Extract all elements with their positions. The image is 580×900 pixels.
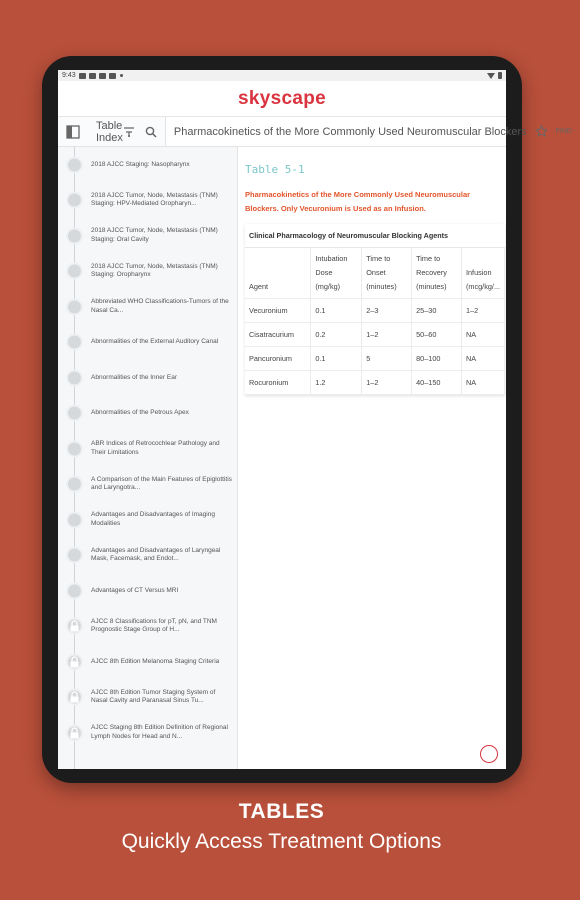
more-notifications-icon	[120, 74, 123, 77]
timeline-node-icon	[66, 227, 83, 244]
timeline-node-icon	[66, 369, 83, 386]
star-icon[interactable]	[535, 125, 548, 138]
timeline-node-icon	[66, 298, 83, 315]
index-toolbar	[58, 117, 166, 146]
timeline-node-icon	[66, 511, 83, 528]
sidebar-item-label: AJCC 8th Edition Tumor Staging System of Nasal Cavity and Paranasal Sinus Tu...	[91, 688, 216, 705]
data-table-card	[245, 224, 505, 395]
table-cell: NA	[461, 323, 504, 347]
table-cell: 5	[362, 347, 412, 371]
sidebar-item[interactable]	[58, 573, 237, 609]
sidebar-item[interactable]	[58, 680, 237, 716]
table-caption: Pharmacokinetics of the More Commonly Used Neuromuscular Blockers. Only Vecuronium is Used as an Infusion.	[245, 190, 471, 213]
sidebar-item-label: ABR Indices of Retrocochlear Pathology and Their Limitations	[91, 440, 220, 456]
lock-icon	[69, 691, 80, 704]
timeline-node-icon	[66, 582, 83, 599]
table-row	[245, 347, 505, 371]
table-row	[245, 371, 505, 395]
table-cell: Vecuronium	[245, 299, 311, 323]
data-table	[245, 248, 505, 395]
table-cell: 80–100	[412, 347, 462, 371]
table-number: Table 5-1	[245, 163, 305, 176]
notification-icon	[89, 73, 96, 79]
sidebar-item-label: 2018 AJCC Tumor, Node, Metastasis (TNM) Staging: Oral Cavity	[91, 227, 218, 243]
column-header: Time to Recovery (minutes)	[412, 248, 462, 299]
column-header: Intubation Dose (mg/kg)	[311, 248, 362, 299]
status-time: 9:43	[62, 72, 76, 79]
filter-icon[interactable]	[123, 126, 135, 138]
table-cell: NA	[461, 347, 504, 371]
timeline-node-icon	[66, 263, 83, 280]
document-title: Pharmacokinetics of the More Commonly Used Neuromuscular Blockers	[173, 125, 527, 138]
sidebar-item[interactable]	[58, 609, 237, 645]
sidebar-item[interactable]	[58, 538, 237, 574]
sidebar-item-label: AJCC 8th Edition Melanoma Staging Criteria	[91, 657, 220, 665]
wifi-icon	[487, 73, 495, 79]
sidebar-item-label: Advantages and Disadvantages of Laryngeal Mask, Facemask, and Endot...	[91, 546, 221, 563]
table-row	[245, 299, 505, 323]
sidebar-item[interactable]	[58, 396, 237, 432]
timeline-node-icon	[66, 334, 83, 351]
skyscape-logo: skyscape	[238, 87, 326, 109]
sidebar-item-label: Advantages of CT Versus MRI	[91, 586, 179, 594]
lock-icon	[69, 726, 80, 739]
table-cell: 1–2	[362, 323, 412, 347]
table-row	[245, 323, 505, 347]
sidebar-item-label: Abnormalities of the External Auditory Canal	[91, 338, 219, 345]
sidebar-item[interactable]	[58, 360, 237, 396]
sidebar-item-label: A Comparison of the Main Features of Epiglottitis and Laryngotra...	[91, 475, 232, 492]
table-index-sidebar	[58, 147, 238, 769]
column-header: Agent	[245, 248, 311, 299]
sidebar-item[interactable]	[58, 431, 237, 467]
sidebar-item[interactable]	[58, 715, 237, 751]
toolbar	[58, 117, 572, 147]
timeline-node-icon	[66, 547, 83, 564]
table-cell: 2–3	[362, 299, 412, 323]
app-header	[58, 81, 506, 117]
table-content	[238, 147, 506, 769]
timeline-node-icon	[66, 476, 83, 493]
sidebar-item-label: 2018 AJCC Tumor, Node, Metastasis (TNM) Staging: Oropharynx	[91, 262, 218, 279]
table-cell: Cisatracurium	[245, 323, 311, 347]
app-screen	[58, 70, 572, 769]
table-cell: 50–60	[412, 323, 462, 347]
sidebar-item-label: AJCC Staging 8th Edition Definition of Regional Lymph Nodes for Head and N...	[91, 724, 228, 740]
promo-heading: TABLES	[238, 800, 325, 823]
panel-toggle-icon[interactable]	[66, 125, 80, 139]
table-cell: 0.1	[311, 299, 362, 323]
skyscape-badge-icon[interactable]	[480, 745, 498, 763]
lock-icon	[69, 620, 80, 633]
sidebar-item[interactable]	[58, 289, 237, 325]
sidebar-item-label: 2018 AJCC Staging: Nasopharynx	[91, 160, 190, 168]
lock-icon	[69, 655, 80, 668]
sidebar-item[interactable]	[58, 218, 237, 254]
sidebar-item[interactable]	[58, 183, 237, 219]
sidebar-item[interactable]	[58, 325, 237, 361]
timeline-node-icon	[66, 440, 83, 457]
column-header: Infusion (mcg/kg/...	[461, 248, 504, 299]
sidebar-item[interactable]	[58, 644, 237, 680]
column-header: Time to Onset (minutes)	[362, 248, 412, 299]
sidebar-item[interactable]	[58, 147, 237, 183]
sidebar-item-label: Advantages and Disadvantages of Imaging Modalities	[91, 511, 215, 527]
status-bar	[58, 70, 506, 81]
table-cell: 1–2	[461, 299, 504, 323]
sidebar-item-label: Abnormalities of the Inner Ear	[91, 373, 177, 381]
find-button[interactable]: FIND	[555, 128, 572, 135]
sidebar-item[interactable]	[58, 254, 237, 290]
table-cell: 40–150	[412, 371, 462, 395]
table-cell: 0.2	[311, 323, 362, 347]
table-cell: 1.2	[311, 371, 362, 395]
notification-icon	[79, 73, 86, 79]
document-toolbar	[166, 117, 580, 146]
sidebar-item[interactable]	[58, 502, 237, 538]
table-cell: 1–2	[362, 371, 412, 395]
table-cell: 0.1	[311, 347, 362, 371]
notification-icon	[109, 73, 116, 79]
timeline-node-icon	[66, 192, 83, 209]
table-cell: Pancuronium	[245, 347, 311, 371]
timeline-node-icon	[66, 156, 83, 173]
timeline-node-icon	[66, 405, 83, 422]
battery-icon	[498, 72, 502, 79]
sidebar-item[interactable]	[58, 467, 237, 503]
notification-icon	[99, 73, 106, 79]
index-title: Table Index	[96, 119, 123, 144]
table-cell: NA	[461, 371, 504, 395]
sidebar-item-label: Abbreviated WHO Classifications-Tumors of the Nasal Ca...	[91, 298, 229, 314]
table-cell: 25–30	[412, 299, 462, 323]
sidebar-item-label: Abnormalities of the Petrous Apex	[91, 409, 189, 416]
data-table-title: Clinical Pharmacology of Neuromuscular Blocking Agents	[245, 224, 505, 248]
table-cell: Rocuronium	[245, 371, 311, 395]
search-icon[interactable]	[145, 126, 157, 138]
sidebar-item-label: 2018 AJCC Tumor, Node, Metastasis (TNM) Staging: HPV-Mediated Oropharyn...	[91, 191, 218, 208]
sidebar-item-label: AJCC 8 Classifications for pT, pN, and TNM Prognostic Stage Group of H...	[91, 617, 217, 634]
promo-subheading: Quickly Access Treatment Options	[121, 830, 442, 853]
